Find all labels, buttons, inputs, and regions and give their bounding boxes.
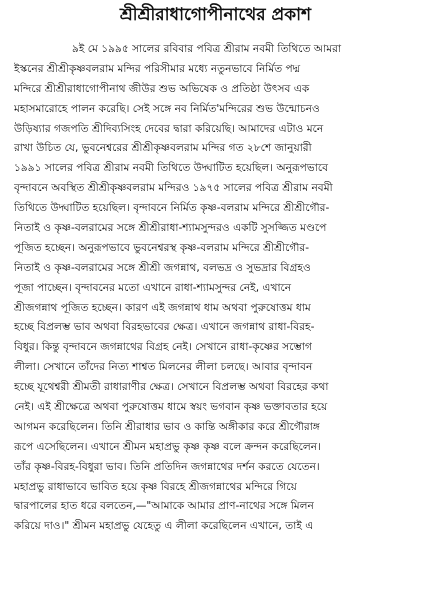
text-line: হচ্ছে বিপ্রলম্ভ ভাব অথবা বিরহভাবের ক্ষেত্র। এখানে জগন্নাথ রাধা-বিরহ- [14, 321, 315, 334]
text-line: তিথিতে উদ্ঘাটিত হয়েছিল। বৃন্দাবনে নির্মিত কৃষ্ণ-বলরাম মন্দিরে শ্রীশ্রীগৌর- [14, 202, 330, 215]
text-line: শ্রীজগন্নাথ পূজিত হচ্ছেন। কারণ এই জগন্নাথ ধাম অথবা পুরুষোত্তম ধাম [14, 301, 311, 314]
text-line: রাখা উচিত যে, ভুবনেশ্বরের শ্রীশ্রীকৃষ্ণবলরাম মন্দির গত ২৮শে জানুয়ারী [14, 142, 312, 155]
text-line: ৯ই মে ১৯৯৫ সালের রবিবার পবিত্র শ্রীরাম নবমী তিথিতে আমরা [72, 43, 342, 55]
text-line: নিতাই ও কৃষ্ণ-বলরামের সঙ্গে শ্রীশ্রী জগন্নাথ, বলভদ্র ও সুভদ্রার বিগ্রহও [14, 261, 311, 274]
text-line: নিতাই ও কৃষ্ণ-বলরামের সঙ্গে শ্রীশ্রীরাধা-শ্যামসুন্দরও একটি সুসজ্জিত মণ্ডপে [14, 222, 327, 235]
text-line: মহাসমারোহে পালন করেছি। সেই সঙ্গে নব নির্মিত'মন্দিরের শুভ উন্মোচনও [14, 102, 320, 115]
text-line: হচ্ছে যূথেশ্বরী শ্রীমতী রাধারাণীর ক্ষেত্র। সেখানে বিপ্রলম্ভ অথবা বিরহের কথা [14, 381, 329, 394]
text-line: বিধুর। কিন্তু বৃন্দাবনে জগন্নাথের বিগ্রহ নেই। সেখানে রাধা-কৃষ্ণের সম্ভোগ [14, 341, 312, 354]
text-line: আগমন করেছিলেন। তিনি শ্রীরাধার ভাব ও কান্তি অঙ্গীকার করে শ্রীগৌরাঙ্গ [14, 420, 320, 433]
text-line: করিয়ে দাও।" শ্রীমন মহাপ্রভু যেহেতু এ লীলা করেছিলেন এখানে, তাই এ [14, 520, 314, 533]
text-line: বৃন্দাবনে অবস্থিত শ্রীশ্রীকৃষ্ণবলরাম মন্দিরও ১৯৭৫ সালের পবিত্র শ্রীরাম নবমী [14, 182, 333, 195]
text-line: মন্দিরে শ্রীশ্রীরাধাগোপীনাথ জীউর শুভ অভিষেক ও প্রতিষ্ঠা উৎসব এক [14, 82, 310, 95]
text-line: দ্বারপালের হাত ধরে বলতেন,—"আমাকে আমার প্রাণ-নাথের সঙ্গে মিলন [14, 500, 314, 513]
text-line: মহাপ্রভু রাধাভাবে ভাবিত হয়ে কৃষ্ণ বিরহে শ্রীজগন্নাথের মন্দিরে গিয়ে [14, 480, 297, 493]
text-line: পূজিত হচ্ছেন। অনুরূপভাবে ভুবনেশ্বরস্থ কৃষ্ণ-বলরাম মন্দিরে শ্রীশ্রীগৌর- [14, 241, 310, 254]
text-line: ১৯৯১ সালের পবিত্র শ্রীরাম নবমী তিথিতে উদ্ঘাটিত হয়েছিল। অনুরূপভাবে [14, 162, 328, 175]
text-line: তাঁর কৃষ্ণ-বিরহ-বিধুরা ভাব। তিনি প্রতিদিন জগন্নাথের দর্শন করতে যেতেন। [14, 460, 320, 473]
body-text [14, 40, 417, 537]
text-line: পূজা পাচ্ছেন। বৃন্দাবনের মতো এখানে রাধা-শ্যামসুন্দর নেই, এখানে [14, 281, 292, 294]
page-title: শ্রীশ্রীরাধাগোপীনাথের প্রকাশ [119, 5, 312, 25]
text-line: ইস্কনের শ্রীশ্রীকৃষ্ণবলরাম মন্দির পরিসীমার মধ্যে নতুনভাবে নির্মিত পদ্ম [14, 62, 301, 75]
text-line: উড়িষ্যার গজপতি শ্রীদিব্যসিংহ দেবের দ্বারা করিয়েছি। আমাদের এটাও মনে [14, 122, 324, 135]
text-line: লীলা। সেখানে তাঁদের নিত্য শাশ্বত মিলনের লীলা চলছে। আবার বৃন্দাবন [14, 361, 313, 374]
text-line: নেই। এই শ্রীক্ষেত্রে অথবা পুরুষোত্তম ধামে স্বয়ং ভগবান কৃষ্ণ ভক্তাবতার হয়ে [14, 401, 328, 414]
text-line: রূপে এসেছিলেন। এখানে শ্রীমন মহাপ্রভু কৃষ্ণ কৃষ্ণ বলে ক্রন্দন করেছিলেন। [14, 440, 321, 453]
